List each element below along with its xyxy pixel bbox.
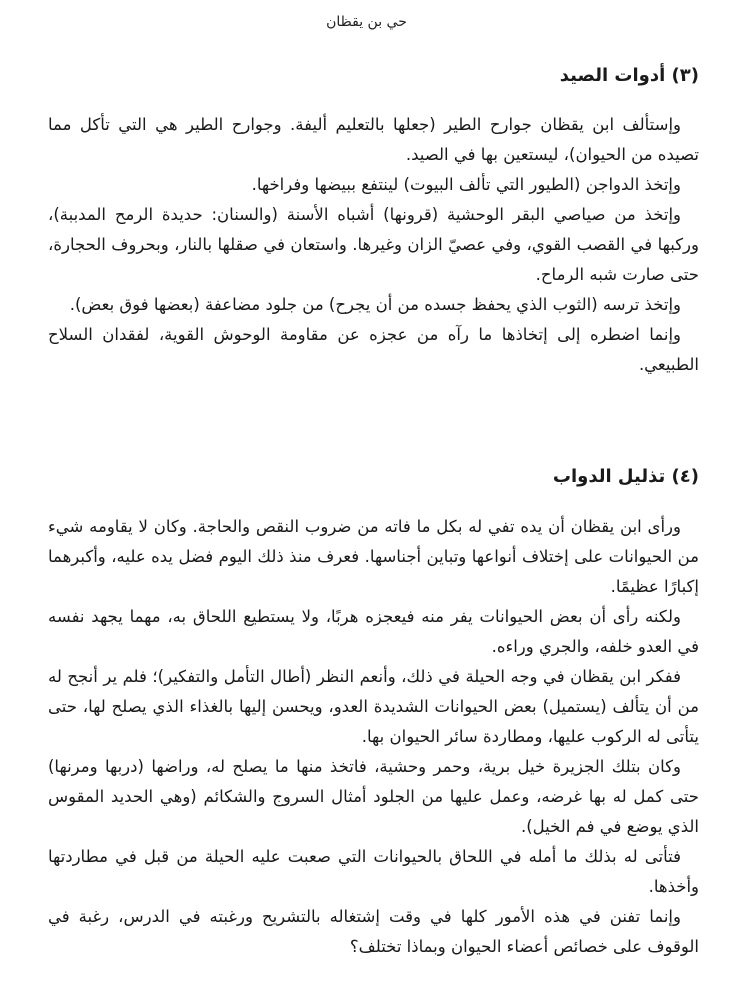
- paragraph: وكان بتلك الجزيرة خيل برية، وحمر وحشية، فاتخذ منها ما يصلح له، وراضها (دربها ومرنها) حتى كمل له بها غرضه، وعمل عليها من الجلود أمثال السروج والشكائم (وهي الحديد المقوس الذي يوضع في فم الخيل).: [48, 757, 699, 836]
- paragraph: وإستألف ابن يقظان جوارح الطير (جعلها بالتعليم أليفة. وجوارح الطير هي التي تأكل مما تصيده من الحيوان)، ليستعين بها في الصيد.: [48, 115, 699, 164]
- section-body-taming-animals: [48, 512, 699, 962]
- paragraph: وإتخذ من صياصي البقر الوحشية (قرونها) أشباه الأسنة (والسنان: حديدة الرمح المدببة)، وركبها في القصب القوي، وفي عصيّ الزان وغيرها. واستعان في صقلها بالنار، وبحروف الحجارة، حتى صارت شبه الرماح.: [48, 205, 699, 284]
- paragraph: فتأتى له بذلك ما أمله في اللحاق بالحيوانات التي صعبت عليه الحيلة من قبل في مطاردتها وأخذها.: [48, 847, 699, 896]
- paragraph: وإتخذ ترسه (الثوب الذي يحفظ جسده من أن يجرح) من جلود مضاعفة (بعضها فوق بعض).: [69, 295, 681, 314]
- paragraph: وإتخذ الدواجن (الطيور التي تألف البيوت) لينتفع ببيضها وفراخها.: [251, 175, 681, 194]
- section-heading-hunting-tools: (٣) أدوات الصيد: [559, 65, 699, 86]
- paragraph: ولكنه رأى أن بعض الحيوانات يفر منه فيعجزه هربًا، ولا يستطيع اللحاق به، مهما يجهد نفسه في العدو خلفه، والجري وراءه.: [48, 607, 699, 656]
- running-header-title: حي بن يقظان: [326, 14, 407, 30]
- section-body-hunting-tools: [48, 110, 699, 380]
- paragraph: وإنما تفنن في هذه الأمور كلها في وقت إشتغاله بالتشريح ورغبته في الدرس، رغبة في الوقوف على خصائص أعضاء الحيوان وبماذا تختلف؟: [48, 907, 699, 956]
- paragraph: وإنما اضطره إلى إتخاذها ما رآه من عجزه عن مقاومة الوحوش القوية، لفقدان السلاح الطبيعي.: [48, 325, 699, 374]
- paragraph: ففكر ابن يقظان في وجه الحيلة في ذلك، وأنعم النظر (أطال التأمل والتفكير)؛ فلم ير أنجح له من أن يتألف (يستميل) بعض الحيوانات الشديدة العدو، ويحسن إليها بالغذاء الذي يصلح لها، حتى يتأتى له الركوب عليها، ومطاردة سائر الحيوان بها.: [48, 667, 699, 746]
- section-heading-taming-animals: (٤) تذليل الدواب: [552, 466, 699, 487]
- paragraph: ورأى ابن يقظان أن يده تفي له بكل ما فاته من ضروب النقص والحاجة. وكان لا يقاومه شيء من الحيوانات على إختلاف أنواعها وتباين أجناسها. فعرف منذ ذلك اليوم فضل يده عليه، وأكبرهما إكبارًا عظيمًا.: [48, 517, 699, 596]
